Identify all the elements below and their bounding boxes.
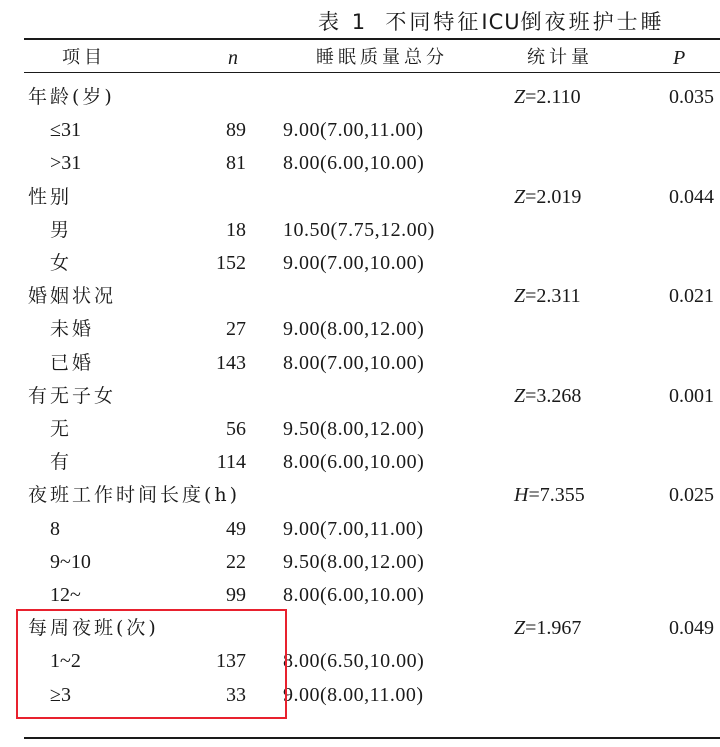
statistic-value [514, 382, 581, 410]
score-value: 8.00(6.00,10.00) [283, 451, 425, 473]
group-label: 夜班工作时间长度(h) [28, 484, 241, 506]
table-title: 表 1 不同特征ICU倒夜班护士睡 [318, 10, 665, 34]
category-label: 未婚 [50, 318, 95, 340]
header-n: n [228, 47, 238, 69]
score-value: 8.00(7.00,10.00) [283, 352, 425, 374]
statistic-value [514, 83, 581, 111]
p-value: 0.049 [669, 617, 714, 639]
category-label: 已婚 [50, 352, 95, 374]
statistic-letter: Z [514, 617, 526, 639]
n-value: 33 [226, 684, 246, 706]
category-label: 1~2 [50, 650, 81, 672]
n-value: 49 [226, 518, 246, 540]
statistic-number: =2.110 [525, 86, 581, 108]
statistic-letter: Z [514, 285, 526, 307]
p-value: 0.035 [669, 86, 714, 108]
score-value: 8.00(6.00,10.00) [283, 584, 425, 606]
category-label: 男 [50, 219, 73, 241]
n-value: 27 [226, 318, 246, 340]
n-value: 114 [216, 451, 246, 473]
statistic-letter: Z [514, 186, 526, 208]
n-value: 81 [226, 152, 246, 174]
category-label: ≤31 [50, 119, 81, 141]
category-label: 12~ [50, 584, 81, 606]
statistic-value [514, 481, 585, 509]
statistic-number: =1.967 [525, 617, 582, 639]
statistic-letter: Z [514, 86, 526, 108]
header-score: 睡眠质量总分 [316, 47, 448, 68]
statistic-letter: Z [514, 385, 526, 407]
category-label: 有 [50, 451, 73, 473]
score-value: 8.00(6.00,10.00) [283, 152, 425, 174]
statistic-value [514, 183, 581, 211]
header-rule [24, 72, 720, 73]
category-label: 无 [50, 418, 73, 440]
top-rule [24, 38, 720, 40]
score-value: 9.00(8.00,12.00) [283, 318, 425, 340]
group-label: 年龄(岁) [28, 86, 115, 108]
n-value: 152 [216, 252, 246, 274]
statistic-number: =2.019 [525, 186, 582, 208]
n-value: 143 [216, 352, 246, 374]
statistic-value [514, 282, 581, 310]
statistic-letter: H [514, 484, 529, 506]
header-stat: 统计量 [527, 47, 593, 68]
header-p: P [673, 47, 686, 69]
statistic-value [514, 614, 581, 642]
score-value: 10.50(7.75,12.00) [283, 219, 435, 241]
n-value: 56 [226, 418, 246, 440]
p-value: 0.025 [669, 484, 714, 506]
group-label: 每周夜班(次) [28, 617, 159, 639]
n-value: 22 [226, 551, 246, 573]
statistic-number: =2.311 [525, 285, 581, 307]
category-label: >31 [50, 152, 82, 174]
statistic-number: =3.268 [525, 385, 582, 407]
score-value: 9.00(8.00,11.00) [283, 684, 424, 706]
category-label: 8 [50, 518, 60, 540]
category-label: ≥3 [50, 684, 71, 706]
score-value: 9.00(7.00,11.00) [283, 119, 424, 141]
p-value: 0.021 [669, 285, 714, 307]
category-label: 女 [50, 252, 73, 274]
n-value: 137 [216, 650, 246, 672]
n-value: 18 [226, 219, 246, 241]
group-label: 有无子女 [28, 385, 117, 407]
score-value: 9.50(8.00,12.00) [283, 551, 425, 573]
score-value: 9.50(8.00,12.00) [283, 418, 425, 440]
n-value: 89 [226, 119, 246, 141]
bottom-rule [24, 737, 720, 739]
header-item: 项目 [62, 47, 106, 68]
category-label: 9~10 [50, 551, 91, 573]
highlight-box [16, 609, 287, 719]
group-label: 性别 [28, 186, 73, 208]
group-label: 婚姻状况 [28, 285, 117, 307]
statistic-number: =7.355 [528, 484, 585, 506]
score-value: 9.00(7.00,10.00) [283, 252, 425, 274]
score-value: 9.00(7.00,11.00) [283, 518, 424, 540]
n-value: 99 [226, 584, 246, 606]
score-value: 8.00(6.50,10.00) [283, 650, 425, 672]
p-value: 0.001 [669, 385, 714, 407]
p-value: 0.044 [669, 186, 714, 208]
